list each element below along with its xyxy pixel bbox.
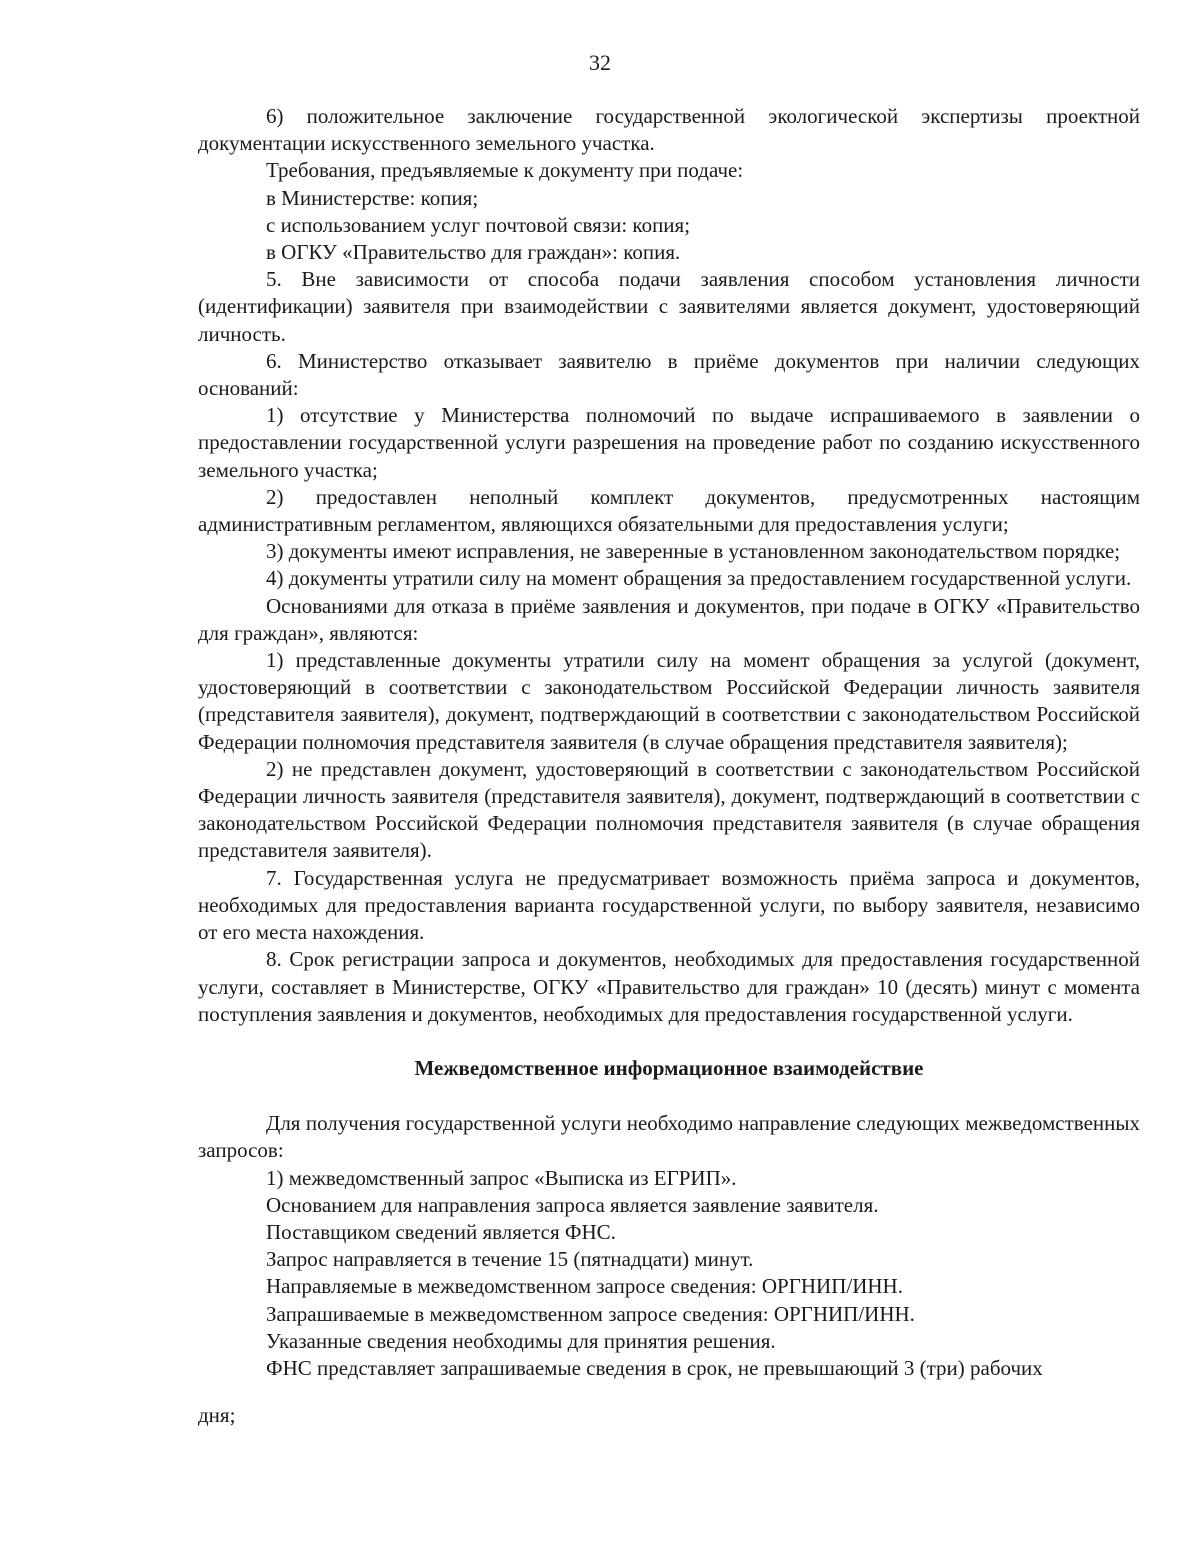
paragraph: 6) положительное заключение государственной экологической экспертизы проектной документации искусственного земельного участка. xyxy=(198,104,1140,156)
paragraph: 1) межведомственный запрос «Выписка из ЕГРИП». xyxy=(266,1165,737,1190)
paragraph: в Министерстве: копия; xyxy=(266,185,479,210)
paragraph: с использованием услуг почтовой связи: копия; xyxy=(266,212,691,237)
page-number: 32 xyxy=(589,50,611,75)
paragraph: Требования, предъявляемые к документу при подаче: xyxy=(266,158,744,183)
paragraph: 7. Государственная услуга не предусматривает возможность приёма запроса и документов, необходимых для предоставления варианта государственной услуги, по выбору заявителя, независимо от его места нахождения. xyxy=(198,865,1140,945)
paragraph: в ОГКУ «Правительство для граждан»: копия. xyxy=(266,240,681,265)
paragraph: 4) документы утратили силу на момент обращения за предоставлением государственной услуги. xyxy=(266,566,1132,591)
paragraph: ФНС представляет запрашиваемые сведения в срок, не превышающий 3 (три) рабочих xyxy=(266,1355,1043,1380)
paragraph: 2) не представлен документ, удостоверяющий в соответствии с законодательством Российской Федерации личность заявителя (представителя заявителя), документ, подтверждающий в соответствии с законодательством Российской Федерации полномочия представителя заявителя (в случае обращения представителя заявителя). xyxy=(198,756,1140,863)
paragraph: Запрос направляется в течение 15 (пятнадцати) минут. xyxy=(266,1247,754,1272)
paragraph: дня; xyxy=(198,1403,236,1428)
document-body xyxy=(198,103,1140,1429)
paragraph: Направляемые в межведомственном запросе сведения: ОРГНИП/ИНН. xyxy=(266,1274,903,1299)
paragraph: 6. Министерство отказывает заявителю в приёме документов при наличии следующих оснований: xyxy=(198,348,1140,401)
paragraph-block-bottom xyxy=(198,1110,1140,1429)
paragraph: Основанием для направления запроса является заявление заявителя. xyxy=(266,1192,879,1217)
paragraph: 3) документы имеют исправления, не заверенные в установленном законодательством порядке; xyxy=(266,539,1121,564)
paragraph: 5. Вне зависимости от способа подачи заявления способом установления личности (идентификации) заявителя при взаимодействии с заявителями является документ, удостоверяющий личность. xyxy=(198,267,1140,346)
paragraph: Указанные сведения необходимы для принятия решения. xyxy=(266,1328,776,1353)
paragraph: Запрашиваемые в межведомственном запросе сведения: ОРГНИП/ИНН. xyxy=(266,1301,915,1326)
paragraph: 1) отсутствие у Министерства полномочий по выдаче испрашиваемого в заявлении о предоставлении государственной услуги разрешения на проведение работ по созданию искусственного земельного участка; xyxy=(198,403,1140,482)
paragraph: Основаниями для отказа в приёме заявления и документов, при подаче в ОГКУ «Правительство для граждан», являются: xyxy=(198,593,1140,645)
paragraph: 2) предоставлен неполный комплект документов, предусмотренных настоящим административным регламентом, являющихся обязательными для предоставления услуги; xyxy=(198,484,1140,537)
paragraph: 1) представленные документы утратили силу на момент обращения за услугой (документ, удостоверяющий в соответствии с законодательством Российской Федерации личность заявителя (представителя заявителя), документ, подтверждающий в соответствии с законодательством Российской Федерации полномочия представителя заявителя (в случае обращения представителя заявителя); xyxy=(198,648,1140,754)
paragraph: Для получения государственной услуги необходимо направление следующих межведомственных запросов: xyxy=(198,1111,1140,1163)
paragraph: 8. Срок регистрации запроса и документов, необходимых для предоставления государственной услуги, составляет в Министерстве, ОГКУ «Правительство для граждан» 10 (десять) минут с момента поступления заявления и документов, необходимых для предоставления государственной услуги. xyxy=(198,947,1140,1026)
section-heading: Межведомственное информационное взаимодействие xyxy=(414,1055,924,1080)
paragraph-block-top xyxy=(198,103,1140,1028)
paragraph: Поставщиком сведений является ФНС. xyxy=(266,1219,616,1244)
